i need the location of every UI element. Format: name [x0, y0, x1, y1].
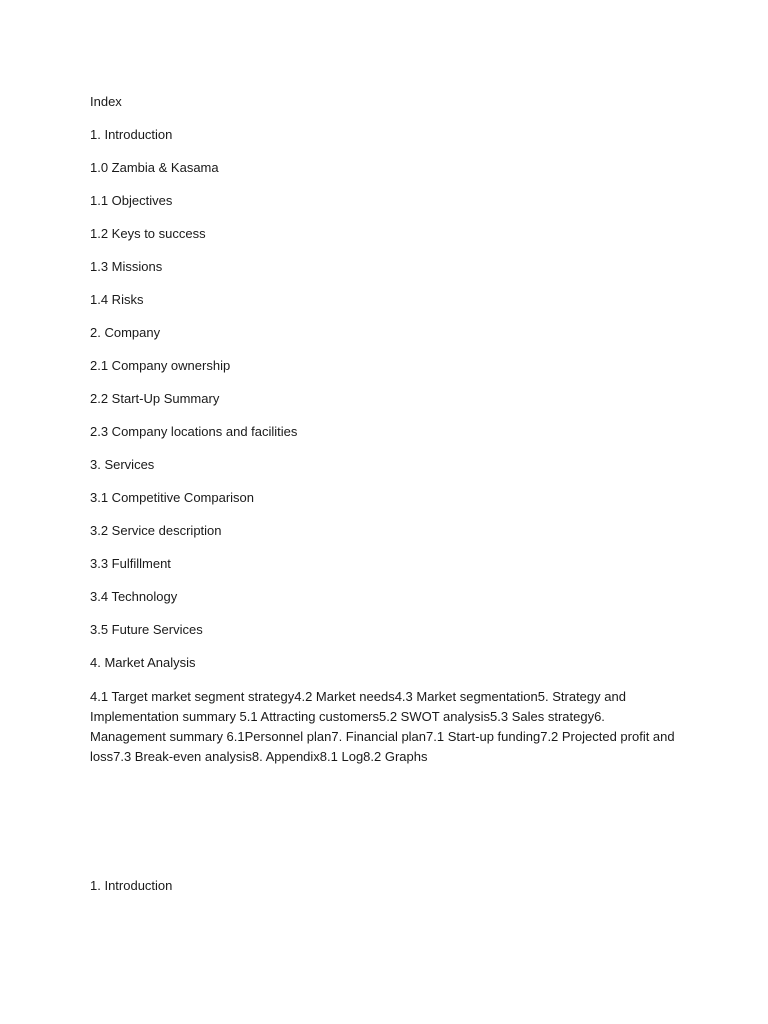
- toc-item-services: 3. Services: [90, 457, 155, 472]
- toc-item-fulfillment: 3.3 Fulfillment: [90, 556, 171, 571]
- index-title: Index: [90, 94, 122, 109]
- toc-item-company-ownership: 2.1 Company ownership: [90, 358, 231, 373]
- toc-item-technology: 3.4 Technology: [90, 589, 178, 604]
- toc-item-zambia-kasama: 1.0 Zambia & Kasama: [90, 160, 219, 175]
- toc-item-company-locations: 2.3 Company locations and facilities: [90, 424, 298, 439]
- toc-run-on-paragraph: 4.1 Target market segment strategy4.2 Market needs4.3 Market segmentation5. Strategy and Implementation summary 5.1 Attracting customers5.2 SWOT analysis5.3 Sales strategy6. Management summary 6.1Personnel plan7. Financial plan7.1 Start-up funding7.2 Projected profit and loss7.3 Break-even analysis8. Appendix8.1 Log8.2 Graphs: [90, 689, 675, 764]
- toc-item-objectives: 1.1 Objectives: [90, 193, 173, 208]
- toc-item-future-services: 3.5 Future Services: [90, 622, 203, 637]
- toc-item-keys-to-success: 1.2 Keys to success: [90, 226, 206, 241]
- toc-item-missions: 1.3 Missions: [90, 259, 163, 274]
- toc-item-introduction: 1. Introduction: [90, 127, 173, 142]
- toc-item-market-analysis: 4. Market Analysis: [90, 655, 196, 670]
- toc-item-company: 2. Company: [90, 325, 161, 340]
- toc-item-start-up-summary: 2.2 Start-Up Summary: [90, 391, 220, 406]
- section-heading-introduction: 1. Introduction: [90, 878, 173, 893]
- toc-item-service-description: 3.2 Service description: [90, 523, 222, 538]
- table-of-contents: [90, 93, 680, 767]
- toc-item-competitive-comparison: 3.1 Competitive Comparison: [90, 490, 255, 505]
- toc-item-risks: 1.4 Risks: [90, 292, 144, 307]
